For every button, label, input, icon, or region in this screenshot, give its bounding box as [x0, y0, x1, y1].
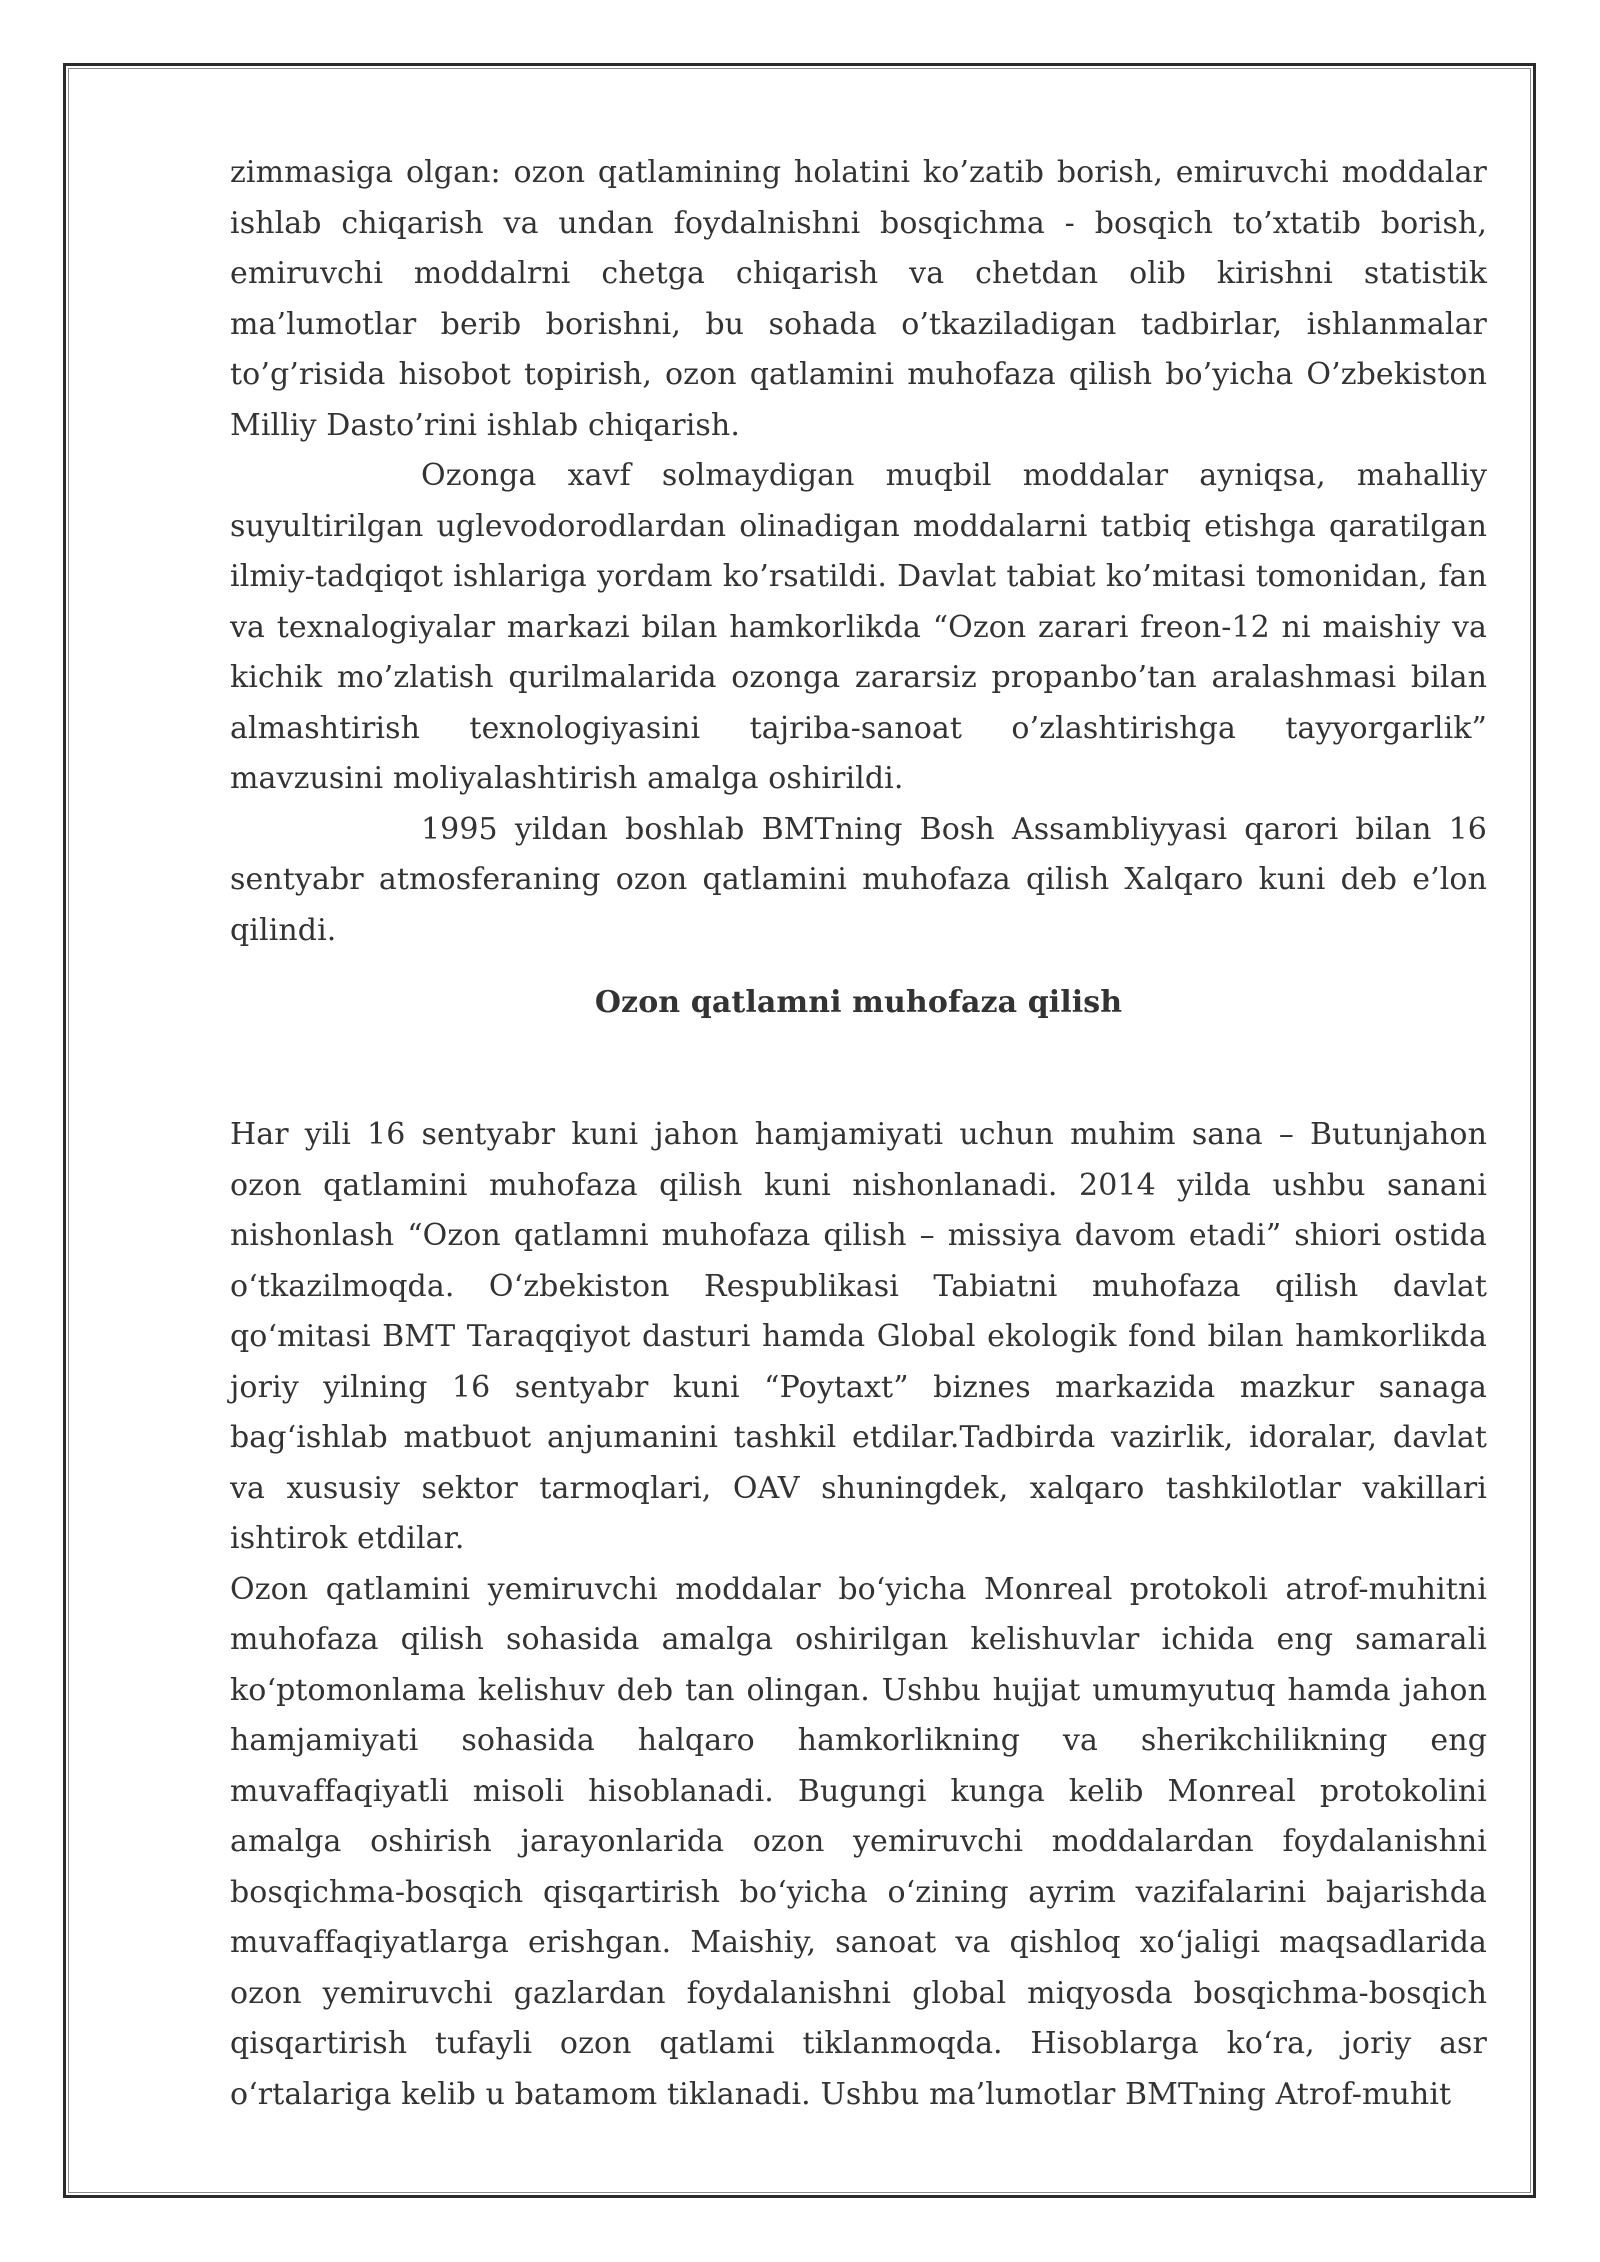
paragraph-montreal-protocol: Ozon qatlamini yemiruvchi moddalar bo‘yicha Monreal protokoli atrof-muhitni muhofaza qilish sohasida amalga oshirilgan kelishuvlar ichida eng samarali ko‘ptomonlama kelishuv deb tan olingan. Ushbu hujjat umumyutuq hamda jahon hamjamiyati sohasida halqaro hamkorlikning va sherikchilikning eng muvaffaqiyatli misoli hisoblanadi. Bugungi kunga kelib Monreal protokolini amalga oshirish jarayonlarida ozon yemiruvchi moddalardan foydalanishni bosqichma-bosqich qisqartirish bo‘yicha o‘zining ayrim vazifalarini bajarishda muvaffaqiyatlarga erishgan. Maishiy, sanoat va qishloq xo‘jaligi maqsadlarida ozon yemiruvchi gazlardan foydalanishni global miqyosda bosqichma-bosqich qisqartirish tufayli ozon qatlami tiklanmoqda. Hisoblarga ko‘ra, joriy asr o‘rtalariga kelib u batamom tiklanadi. Ushbu ma’lumotlar BMTning Atrof-muhit	[230, 1571, 1487, 2112]
paragraph-ozone-day: Har yili 16 sentyabr kuni jahon hamjamiyati uchun muhim sana – Butunjahon ozon qatlamini muhofaza qilish kuni nishonlanadi. 2014 yilda ushbu sanani nishonlash “Ozon qatlamni muhofaza qilish – missiya davom etadi” shiori ostida o‘tkazilmoqda. O‘zbekiston Respublikasi Tabiatni muhofaza qilish davlat qo‘mitasi BMT Taraqqiyot dasturi hamda Global ekologik fond bilan hamkorlikda joriy yilning 16 sentyabr kuni “Poytaxt” biznes markazida mazkur sanaga bag‘ishlab matbuot anjumanini tashkil etdilar.Tadbirda vazirlik, idoralar, davlat va xususiy sektor tarmoqlari, OAV shuningdek, xalqaro tashkilotlar vakillari ishtirok etdilar.	[230, 1117, 1487, 1556]
paragraph-continuation: zimmasiga olgan: ozon qatlamining holatini ko’zatib borish, emiruvchi moddalar ishlab chiqarish va undan foydalnishni bosqichma - bosqich to’xtatib borish, emiruvchi moddalrni chetga chiqarish va chetdan olib kirishni statistik ma’lumotlar berib borishni, bu sohada o’tkaziladigan tadbirlar, ishlanmalar to’g’risida hisobot topirish, ozon qatlamini muhofaza qilish bo’yicha O’zbekiston Milliy Dasto’rini ishlab chiqarish.	[230, 155, 1487, 443]
section-heading: Ozon qatlamni muhofaza qilish	[594, 985, 1123, 1020]
document-body	[230, 148, 1487, 2120]
paragraph-international-day: 1995 yildan boshlab BMTning Bosh Assambliyyasi qarori bilan 16 sentyabr atmosferaning ozon qatlamini muhofaza qilish Xalqaro kuni deb e’lon qilindi.	[230, 811, 1487, 948]
paragraph-ozone-substitutes: Ozonga xavf solmaydigan muqbil moddalar ayniqsa, mahalliy suyultirilgan uglevodorodlardan olinadigan moddalarni tatbiq etishga qaratilgan ilmiy-tadqiqot ishlariga yordam ko’rsatildi. Davlat tabiat ko’mitasi tomonidan, fan va texnalogiyalar markazi bilan hamkorlikda “Ozon zarari freon-12 ni maishiy va kichik mo’zlatish qurilmalarida ozonga zararsiz propanbo’tan aralashmasi bilan almashtirish texnologiyasini tajriba-sanoat o’zlashtirishga tayyorgarlik” mavzusini moliyalashtirish amalga oshirildi.	[230, 458, 1487, 796]
